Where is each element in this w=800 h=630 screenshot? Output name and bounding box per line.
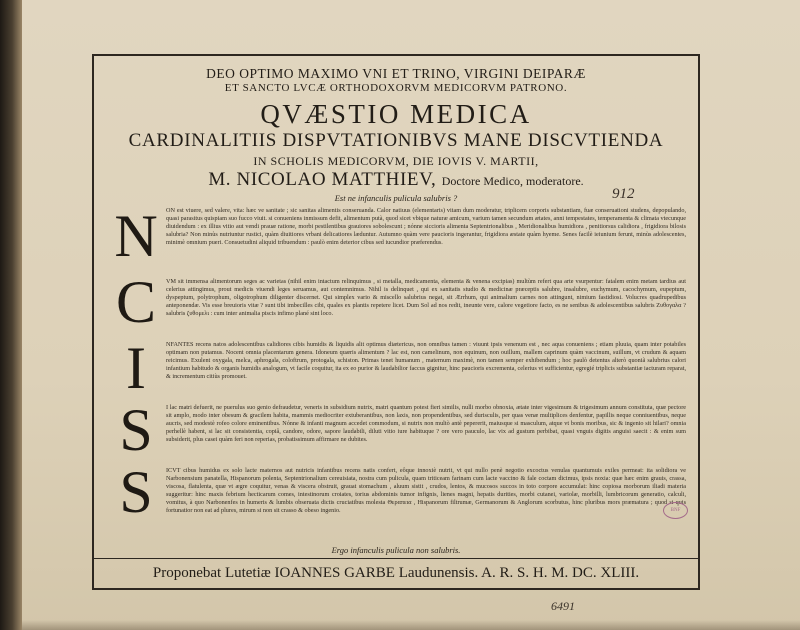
page-shadow	[22, 620, 800, 630]
footer-imprint: Proponebat Lutetiæ IOANNES GARBE Laudunensis. A. R. S. H. M. DC. XLIII.	[152, 565, 640, 581]
conclusion: Ergo infanculis pulicula non salubris.	[331, 545, 461, 555]
moderator-name: M. NICOLAO MATTHIEV,	[208, 169, 437, 190]
initial-letter-s2: S	[119, 459, 153, 525]
handwritten-number: 912	[612, 186, 635, 202]
main-title: QVÆSTIO MEDICA	[260, 99, 532, 129]
paragraph-5: ICVT cibus humidus ex solo lacte maternos aut nutricis infantibus recens natis confert, eôque innoxiè nutrit, vt qui nullo penè negotio excoctus venulas quantumuis exiles permeat: ita solidiora ve Narbonensium panatella, Hispanorum polenta, Septentrionalium cereuisiata, nostra cum pulicula, quam triticeam farinam cum lacte vaccino & fale coctam dicimus, ipsis noxia: quæ hæc enim grauis, crassa, viscosa, flatulenta, quæ vt ægre coquitur, venas & viscera obstruit, grauat stomachum , aluum sistit , crudos, lentos, & mucosos succos in toto corpore accumulat: hinc copiosa morborum iliadi materia suggeritur: hinc maxis febrium hecticarum comes, intestinorum croiates, torius abdominis tumor infignis, lienes magni, hepatis durities, morbi cutanei, variolæ, morbilli, lumbricorum generatio, calculi, vomitus, à quo Narbonenfes in humeris & lumbis obseruata dictis cruciatibus molesta Θεραπεια , Hispanorum filtrumæ, Germanorum & Anglorum scorbutus, hinc pluribus mors præmatura ; quod si quis fortunatior non eat ad plures, mirum si non sit crasso & obeso ingenio.	[166, 467, 686, 514]
initial-letter-n: N	[114, 203, 158, 269]
library-stamp: BNF	[663, 502, 688, 519]
subtitle: CARDINALITIIS DISPVTATIONIBVS MANE DISCVTIENDA	[128, 130, 664, 151]
paragraph-2: VM sit immensa alimentorum seges ac varietas (nihil enim intactum relinquimus , si metalla, medicamenta, elementa & venena excipias) multùm refert qua arte vsurpentur: fatalem enim metam tardius aut celerius attingimus, prout medicis viuendi leges seruamus, aut contemnimus. Nihil is delinquet , qui ex sanitatis studio & medicinæ præceptis salubre, insalubre, euchymum, cacochymum, eupeptum, dyspeptum, polytrophum, oligotrophum diligenter discernet. Qui simplex vario & miscello salubrius negat, sit Ærrhum, qui animalium carnes non attingunt, nimium fastidiosi. Volucres quadrupedibus anteponendæ. Vis esse breuioris vitæ ? sunt tibi imbecilles cibi, quales ex plantis repetere licet. Dum Sol ad nos redit, ineunte vere, calore vegetiore facto, es ne senibus & adolescentibus salubris Ζυθογαλα ? salubris ζυθομελι : cum inter animalia piscis infimo plané sint loco.	[166, 278, 686, 317]
initial-letter-i: I	[126, 335, 146, 401]
initial-letter-c: C	[115, 269, 157, 335]
moderator-role: Doctore Medico, moderatore.	[441, 174, 584, 188]
dedication-line-2: ET SANCTO LVCÆ ORTHODOXORVM MEDICORVM PATRONO.	[224, 82, 568, 94]
initial-letter-s1: S	[119, 397, 153, 463]
dedication-line-1: DEO OPTIMO MAXIMO VNI ET TRINO, VIRGINI DEIPARÆ	[206, 66, 586, 81]
venue-date: IN SCHOLIS MEDICORVM, DIE IOVIS V. MARTII,	[253, 154, 539, 168]
shelfmark: 6491	[551, 599, 575, 613]
moderator	[94, 169, 698, 191]
question: Est ne infanculis pulicula salubris ?	[334, 193, 458, 203]
paragraph-1: ON est viuere, sed valere, vita: hæc ve sanitate ; sic sanitas alimentis conseruanda. Calor natiuus (elementaris) vitam dum moderatur, triplicem corporis substantiam, fuæ conseruationi studens, depopulando, quasi parasitus quispiam suo fucco viuit. si conueniens inmissum defit, alimentum putà, quod sicet vbique naturæ amicum, varium tamen secundum ætates, anni tempestates, temperamenta & climata vtecunque diuidendum : ex illius vitio aut vendi prauæ ratione, morbi pestilentibus grauiores sobolescunt ; nónne siccioris alimenta Septentrionalibus , Meridionalibus humidiora , penitiorsus calidiora , frigidiora bilosis salubria? Non minùs nutriuntur rustici, quàm diuitiores vrbani delicatiores læduntur. Autumno quàm vere paucioris ingerantur, frigidiora æstate quàm hyeme. Senes facilè ieiunium ferunt, minùs adolescentes, minimè omnium pueri. Consuetudini aliquid tribuendum : paulò enim deterior cibus sed iucundior præferendus.	[166, 207, 686, 246]
document-frame	[92, 54, 700, 590]
footer-divider	[94, 558, 698, 559]
paragraph-4: I lac matri defuerit, ne puerulus suo genio defraudetur, veneris in subsidium nutrix, matri quantum potest fieri similis, nulli morbo obnoxia, ætate inter vigesimum & trigesimum annum constituta, quæ pectore sit amplo, modo inter obesum & gracilem habita, mammis mediocriter extuberantibus, non laxis, non propendentibus, sed durisculis, per quas venæ multiplices denfentur, papillis neque conniuentibus, neque aucris, sed modestè rofeo colore eminentibus. Nónne & infanti magnum accedet commodum, si nutrix non multò antè pepererit, maiusque si masculum, atque vt bonis moribus, sic & ingenio sit hilari? omnia perhellè habent, si lac sit consistentia, copiâ, candore, odore, sapore laudabili, diluti vitio iure habituque ? ore vero pauculo, lac vix ad gustum perbibat, quasi vnguis digitis anguisi saecit : & enim sum subsiderit, plus casei quàm feri non reperias, probatissimum affirmare ne dubites.	[166, 404, 686, 443]
paragraph-3: NFANTES recens natos adolescentibus calidiores cibis humidis & liquidis alit optimus diætericus, non omnibus tamen : viuunt ipsis venenum est , nec aqua conueniens ; etiam pluuia, quam inter potabiles optimam non putamus. Nocent omnia placentarum genera. Idoneum quæris alimentum ? lac est, non camelinum, non equinum, non ouillum, mallem caprinum quàm vaccinum, suillum, vt crudum & aquam reicimus. Exulent oxygala, melca, aphrogala, coloftrum, protogala, schiston. Primas tenet humanum , maternum maximè, non tamen semper exhibendum ; hoc paulò detentus alterò quoniã salubrius calori infantium habitudo & organis humidis analogum, vt facile coquitur, ita ex eo purior & laudabilior faccus gignitur, hinc paucioris excrementa, celerius vt sufficientur, egregié triplicis substantiæ iacturam reparat, & incrementum citiùs promouet.	[166, 341, 686, 380]
book-gutter	[0, 0, 22, 630]
